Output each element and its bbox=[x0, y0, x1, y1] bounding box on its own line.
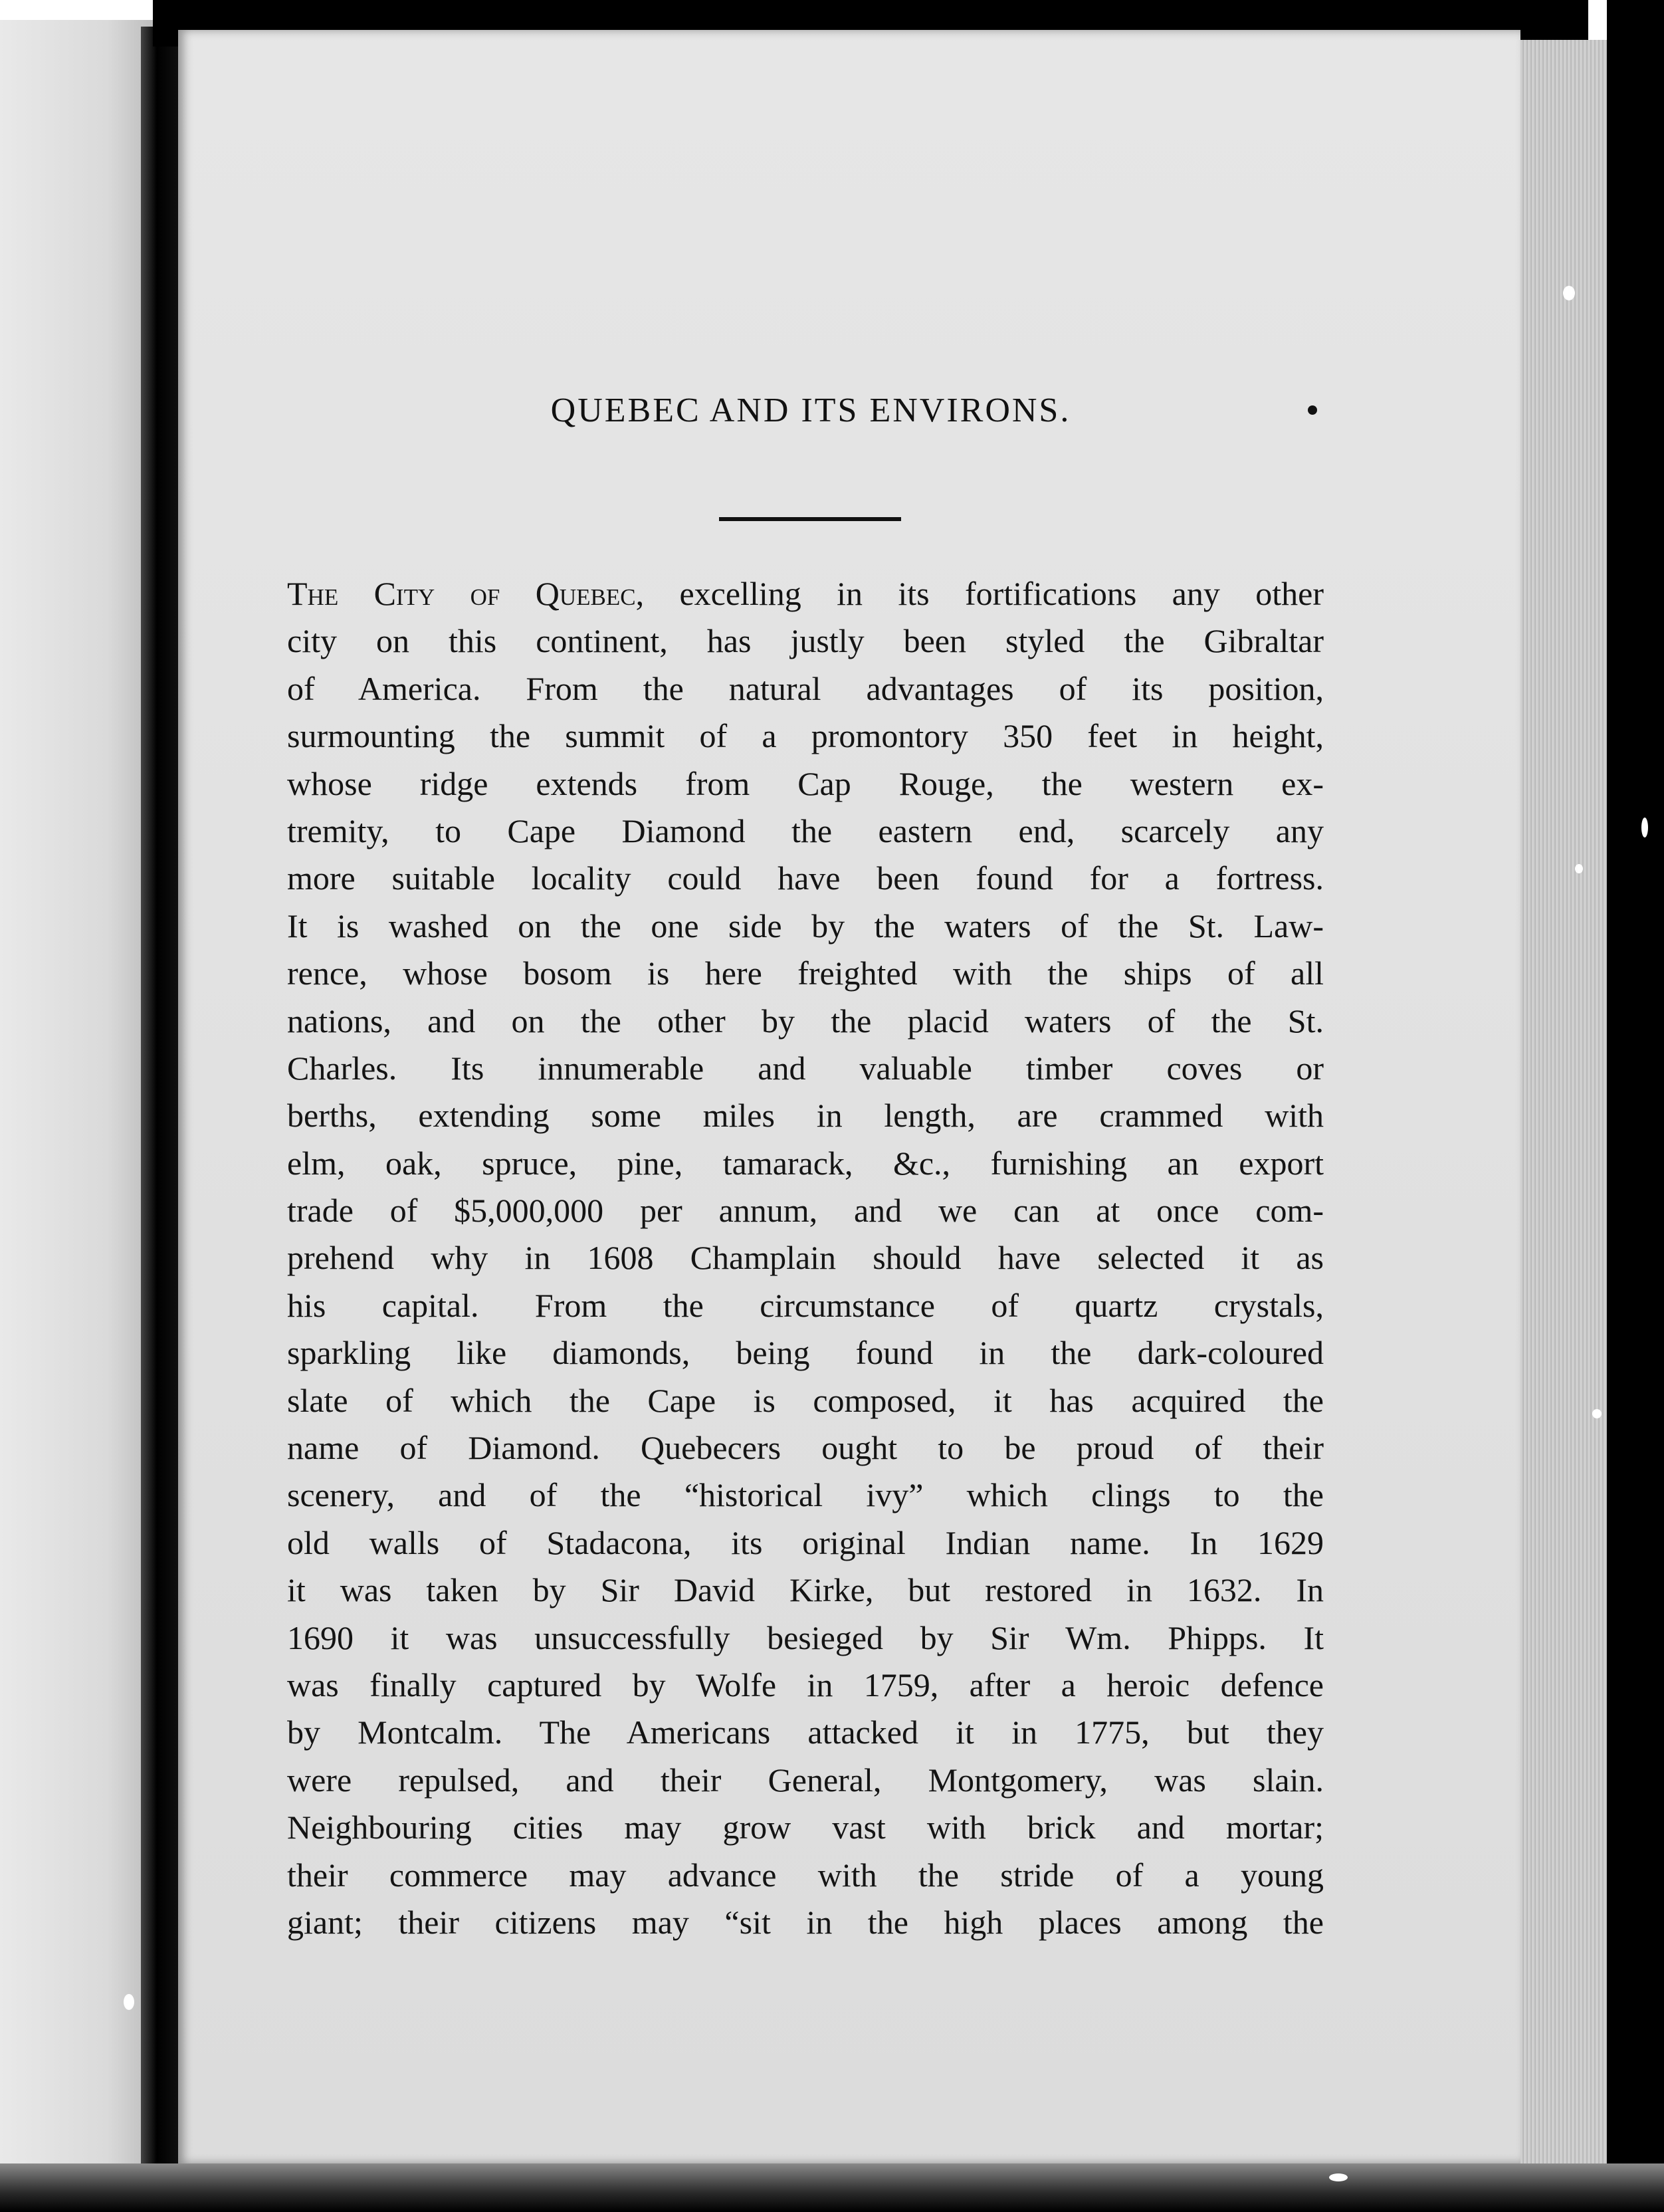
lead-in-smallcaps: The City of Quebec, bbox=[287, 575, 645, 612]
text-line: elm, oak, spruce, pine, tamarack, &c., furnishing an export bbox=[287, 1144, 1324, 1182]
bottom-border bbox=[0, 2163, 1664, 2212]
book-gutter bbox=[141, 27, 181, 2180]
text-line: prehend why in 1608 Champlain should have selected it as bbox=[287, 1239, 1324, 1277]
scan-speck bbox=[1329, 2173, 1348, 2181]
scan-speck bbox=[1592, 1409, 1602, 1418]
text-line: city on this continent, has justly been styled the Gibraltar bbox=[287, 622, 1324, 660]
text-line: sparkling like diamonds, being found in the dark-coloured bbox=[287, 1334, 1324, 1372]
text-line: of America. From the natural advantages of its position, bbox=[287, 669, 1324, 707]
text-line: It is washed on the one side by the waters of the St. Law- bbox=[287, 907, 1324, 944]
text-line: trade of $5,000,000 per annum, and we can at once com- bbox=[287, 1192, 1324, 1230]
scan-speck bbox=[124, 1994, 134, 2010]
text-line: surmounting the summit of a promontory 350 feet in height, bbox=[287, 717, 1324, 755]
text-line-1-rest: excelling in its fortifications any other bbox=[644, 575, 1324, 612]
text-line: 1690 it was unsuccessfully besieged by Sir Wm. Phipps. It bbox=[287, 1618, 1324, 1656]
text-line: Charles. Its innumerable and valuable timber coves or bbox=[287, 1049, 1324, 1087]
text-line: was finally captured by Wolfe in 1759, after a heroic defence bbox=[287, 1666, 1324, 1704]
text-line: berths, extending some miles in length, are crammed with bbox=[287, 1097, 1324, 1135]
scan-speck bbox=[1641, 818, 1648, 837]
title-rule bbox=[719, 517, 901, 521]
text-line: giant; their citizens may “sit in the high places among the bbox=[287, 1903, 1324, 1941]
text-line: his capital. From the circumstance of quartz crystals, bbox=[287, 1286, 1324, 1324]
chapter-title: QUEBEC AND ITS ENVIRONS. bbox=[550, 391, 1071, 429]
text-line: whose ridge extends from Cap Rouge, the western ex- bbox=[287, 764, 1324, 802]
text-line: rence, whose bosom is here freighted with the ships of all bbox=[287, 954, 1324, 992]
text-line: it was taken by Sir David Kirke, but restored in 1632. In bbox=[287, 1571, 1324, 1609]
text-line: nations, and on the other by the placid waters of the St. bbox=[287, 1002, 1324, 1040]
text-line: tremity, to Cape Diamond the eastern end, scarcely any bbox=[287, 812, 1324, 849]
text-line: Neighbouring cities may grow vast with brick and mortar; bbox=[287, 1809, 1324, 1846]
right-border bbox=[1607, 0, 1664, 2212]
body-paragraph bbox=[287, 570, 1324, 1946]
text-line: their commerce may advance with the stride of a young bbox=[287, 1856, 1324, 1894]
text-line: by Montcalm. The Americans attacked it in 1775, but they bbox=[287, 1714, 1324, 1751]
facing-page-edge bbox=[0, 20, 153, 2193]
text-line: slate of which the Cape is composed, it has acquired the bbox=[287, 1381, 1324, 1419]
text-line: old walls of Stadacona, its original Indian name. In 1629 bbox=[287, 1523, 1324, 1561]
text-line: name of Diamond. Quebecers ought to be proud of their bbox=[287, 1429, 1324, 1467]
text-line: scenery, and of the “historical ivy” which clings to the bbox=[287, 1476, 1324, 1514]
text-line: more suitable locality could have been found for a fortress. bbox=[287, 859, 1324, 897]
scan-speck bbox=[1563, 286, 1575, 300]
scan-speck bbox=[1575, 864, 1583, 873]
page-edges bbox=[1520, 40, 1607, 2167]
text-line-1 bbox=[287, 570, 1324, 617]
text-line: were repulsed, and their General, Montgomery, was slain. bbox=[287, 1761, 1324, 1799]
ink-dot bbox=[1308, 405, 1317, 415]
